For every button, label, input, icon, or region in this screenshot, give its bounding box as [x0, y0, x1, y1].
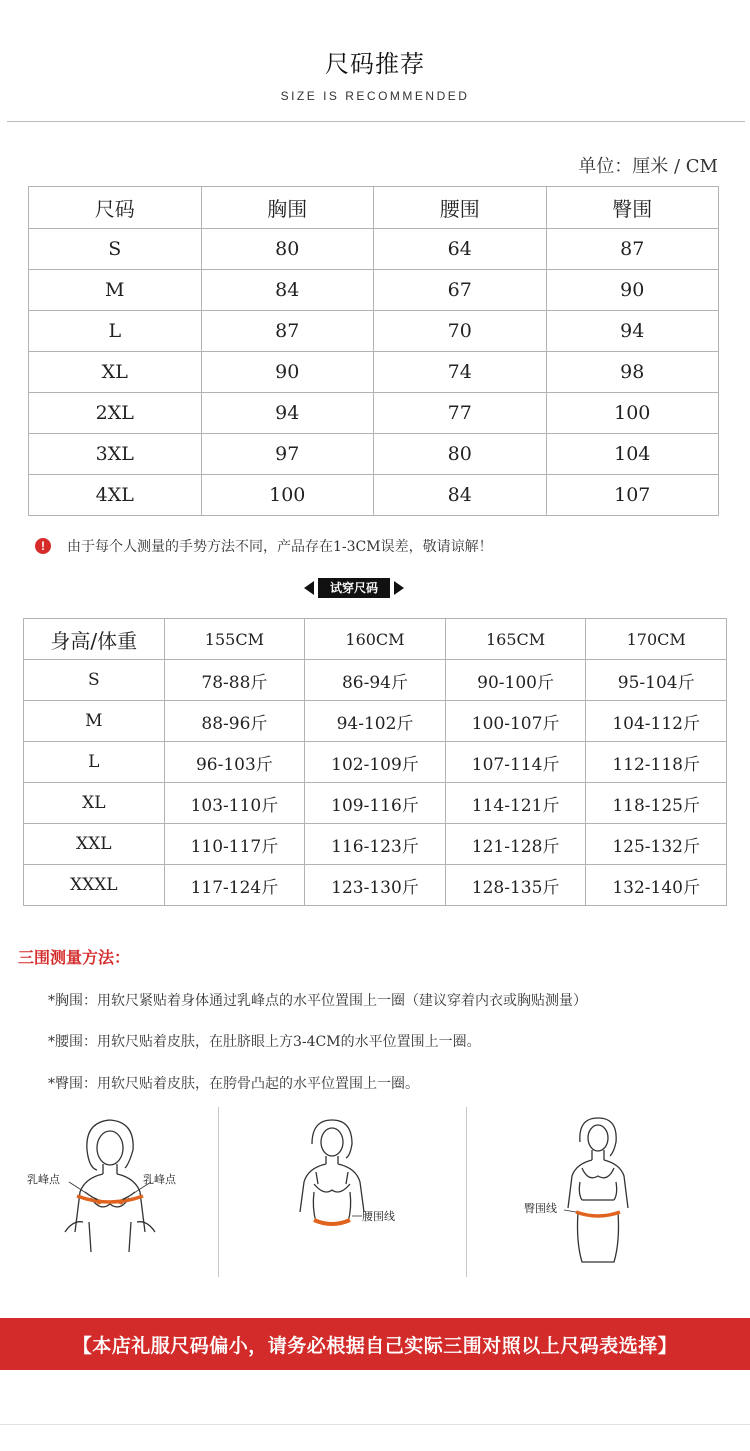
bust-point-label-left: 乳峰点	[27, 1173, 60, 1186]
table-cell: 84	[374, 475, 547, 516]
table-row	[29, 352, 719, 393]
table-cell: 94	[546, 311, 719, 352]
table-cell: 110-117斤	[164, 824, 305, 865]
table-row	[29, 393, 719, 434]
table-row	[24, 701, 727, 742]
bust-point-label-right: 乳峰点	[143, 1173, 176, 1186]
table-cell: 90	[546, 270, 719, 311]
table-cell: 70	[374, 311, 547, 352]
table-cell: M	[24, 701, 165, 742]
header-cell-waist: 腰围	[374, 187, 547, 229]
table-cell: 86-94斤	[305, 660, 446, 701]
table-cell: S	[24, 660, 165, 701]
table-cell: 103-110斤	[164, 783, 305, 824]
hip-measure-illustration	[510, 1112, 680, 1277]
table-row	[24, 865, 727, 906]
table-cell: 123-130斤	[305, 865, 446, 906]
hip-line-label: 臀围线	[524, 1202, 557, 1215]
table-row	[24, 742, 727, 783]
unit-label: 单位：厘米 / CM	[578, 156, 718, 177]
figure-divider	[218, 1107, 219, 1277]
footer-divider	[0, 1424, 750, 1425]
table-row	[29, 475, 719, 516]
table-row	[29, 434, 719, 475]
table-cell: 97	[201, 434, 374, 475]
header-cell-height: 160CM	[305, 619, 446, 660]
header-cell-bust: 胸围	[201, 187, 374, 229]
table-cell: 125-132斤	[586, 824, 727, 865]
table-cell: 96-103斤	[164, 742, 305, 783]
banner-right-arrow-icon	[394, 581, 404, 595]
header-cell-height: 155CM	[164, 619, 305, 660]
table-cell: 77	[374, 393, 547, 434]
table-cell: M	[29, 270, 202, 311]
table-row	[29, 229, 719, 270]
table-cell: 112-118斤	[586, 742, 727, 783]
table-cell: 100-107斤	[445, 701, 586, 742]
fit-size-label: 试穿尺码	[318, 578, 390, 598]
table-cell: 84	[201, 270, 374, 311]
table-cell: 78-88斤	[164, 660, 305, 701]
fit-size-banner	[296, 578, 412, 598]
table-header-row	[24, 619, 727, 660]
waist-line-label: 腰围线	[362, 1210, 395, 1223]
bottom-notice-banner	[0, 1318, 750, 1370]
table-cell: 90	[201, 352, 374, 393]
table-cell: L	[24, 742, 165, 783]
table-cell: 132-140斤	[586, 865, 727, 906]
hair-outline	[87, 1120, 133, 1168]
table-cell: 121-128斤	[445, 824, 586, 865]
size-chart-table	[28, 186, 719, 516]
table-cell: 74	[374, 352, 547, 393]
header-cell-height-weight: 身高/体重	[24, 619, 165, 660]
table-row	[24, 660, 727, 701]
table-cell: 4XL	[29, 475, 202, 516]
page-subtitle: SIZE IS RECOMMENDED	[280, 89, 470, 103]
note-text: 由于每个人测量的手势方法不同，产品存在1-3CM误差，敬请谅解！	[67, 539, 493, 555]
figure-divider	[466, 1107, 467, 1277]
table-cell: XL	[24, 783, 165, 824]
table-cell: 87	[546, 229, 719, 270]
table-cell: 2XL	[29, 393, 202, 434]
header-cell-height: 170CM	[586, 619, 727, 660]
bottom-notice-text: 【本店礼服尺码偏小，请务必根据自己实际三围对照以上尺码表选择】	[72, 1334, 678, 1357]
title-divider	[7, 121, 745, 122]
table-cell: 114-121斤	[445, 783, 586, 824]
table-row	[24, 824, 727, 865]
table-row	[24, 783, 727, 824]
table-cell: 107	[546, 475, 719, 516]
table-cell: 102-109斤	[305, 742, 446, 783]
page-title: 尺码推荐	[325, 50, 425, 78]
table-cell: 94-102斤	[305, 701, 446, 742]
bust-measure-illustration	[25, 1112, 215, 1277]
measure-instruction-waist: *腰围：用软尺贴着皮肤，在肚脐眼上方3-4CM的水平位置围上一圈。	[48, 1034, 481, 1050]
exclamation-icon: !	[35, 538, 51, 554]
table-cell: XXXL	[24, 865, 165, 906]
table-cell: 107-114斤	[445, 742, 586, 783]
table-cell: L	[29, 311, 202, 352]
table-cell: 67	[374, 270, 547, 311]
table-cell: 117-124斤	[164, 865, 305, 906]
table-cell: 118-125斤	[586, 783, 727, 824]
table-cell: 116-123斤	[305, 824, 446, 865]
table-header-row	[29, 187, 719, 229]
header-cell-size: 尺码	[29, 187, 202, 229]
table-cell: 87	[201, 311, 374, 352]
table-cell: 64	[374, 229, 547, 270]
table-cell: 90-100斤	[445, 660, 586, 701]
table-cell: XXL	[24, 824, 165, 865]
measure-instruction-bust: *胸围：用软尺紧贴着身体通过乳峰点的水平位置围上一圈（建议穿着内衣或胸贴测量）	[48, 993, 587, 1009]
table-row	[29, 270, 719, 311]
measurement-title: 三围测量方法：	[18, 948, 131, 967]
error-note	[35, 536, 493, 556]
table-cell: 94	[201, 393, 374, 434]
table-cell: 128-135斤	[445, 865, 586, 906]
table-cell: S	[29, 229, 202, 270]
table-cell: 98	[546, 352, 719, 393]
header-cell-hip: 臀围	[546, 187, 719, 229]
table-cell: 100	[546, 393, 719, 434]
table-cell: 104	[546, 434, 719, 475]
waist-measure-illustration	[270, 1112, 450, 1277]
table-cell: XL	[29, 352, 202, 393]
banner-left-arrow-icon	[304, 581, 314, 595]
table-cell: 100	[201, 475, 374, 516]
table-cell: 80	[201, 229, 374, 270]
table-cell: 88-96斤	[164, 701, 305, 742]
table-cell: 109-116斤	[305, 783, 446, 824]
measure-instruction-hip: *臀围：用软尺贴着皮肤，在胯骨凸起的水平位置围上一圈。	[48, 1076, 419, 1092]
table-cell: 104-112斤	[586, 701, 727, 742]
table-cell: 3XL	[29, 434, 202, 475]
table-cell: 95-104斤	[586, 660, 727, 701]
header-cell-height: 165CM	[445, 619, 586, 660]
fit-size-table	[23, 618, 727, 906]
table-cell: 80	[374, 434, 547, 475]
table-row	[29, 311, 719, 352]
